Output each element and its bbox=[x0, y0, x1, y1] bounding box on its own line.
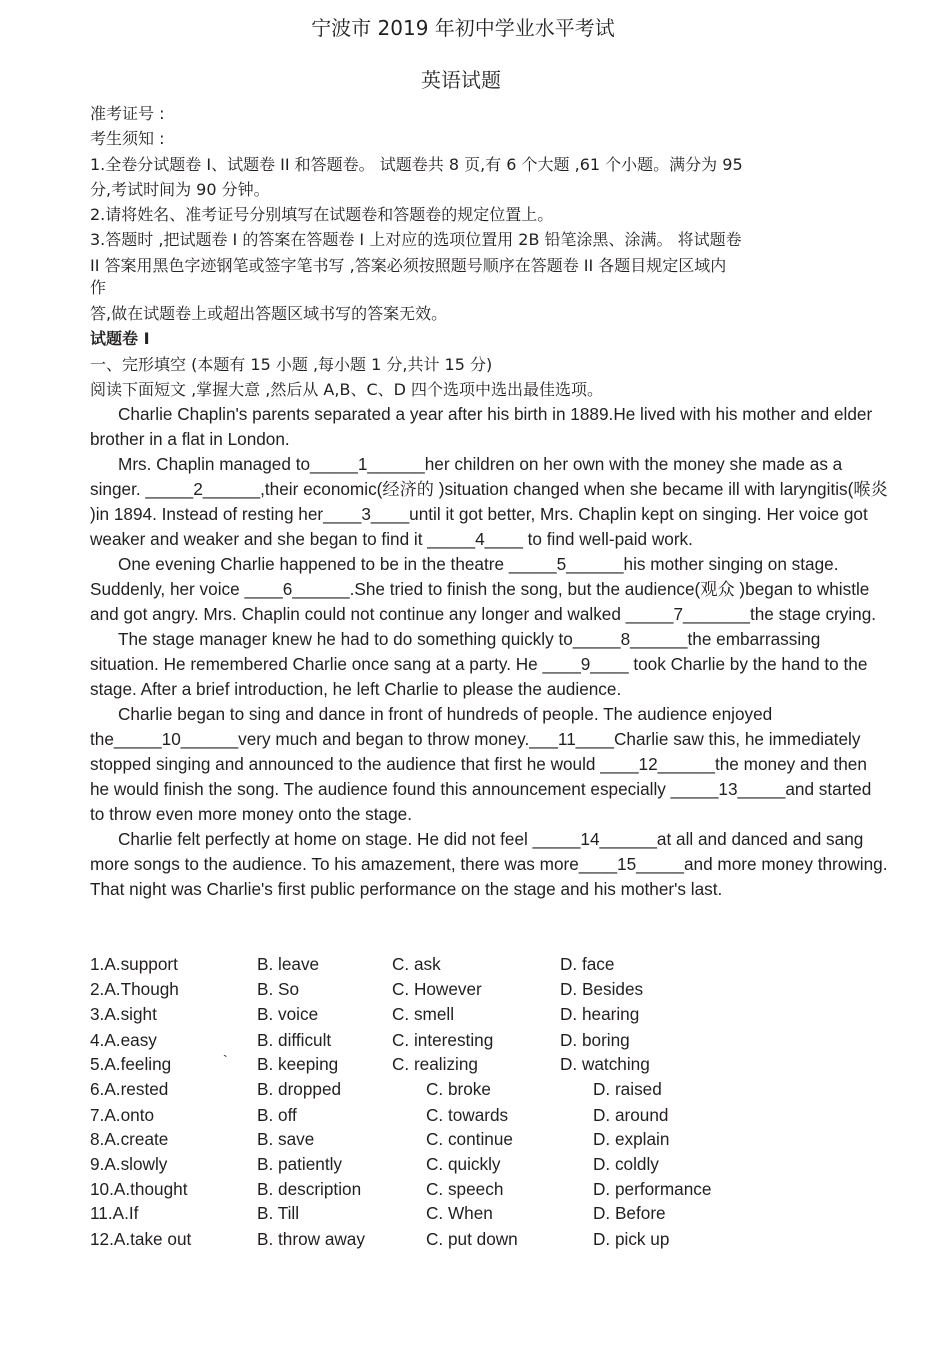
section-title: 一、完形填空 (本题有 15 小题 ,每小题 1 分,共计 15 分) bbox=[90, 355, 493, 374]
option-a: 1.A.support bbox=[90, 954, 178, 974]
option-d: D. raised bbox=[593, 1079, 662, 1099]
option-d: D. around bbox=[593, 1105, 669, 1125]
option-c: C. ask bbox=[392, 954, 441, 974]
option-d: D. hearing bbox=[560, 1004, 640, 1024]
option-a: 9.A.slowly bbox=[90, 1154, 168, 1174]
passage-paragraph: Mrs. Chaplin managed to_____1______her children on her own with the money she made as a singer. _____2______,their economic(经济的 )situation changed when she became ill with laryngitis(喉炎 )in 1894. Instead of resting her____3____until it got better, Mrs. Chaplin kept on singing. Her voice got weaker and weaker and she began to find it _____4____ to find well-paid work. bbox=[90, 454, 888, 549]
option-d: D. watching bbox=[560, 1054, 650, 1074]
option-c: C. put down bbox=[426, 1229, 518, 1249]
option-d: D. performance bbox=[593, 1179, 712, 1199]
option-d: D. face bbox=[560, 954, 615, 974]
volume-label: 试题卷 I bbox=[90, 329, 150, 348]
option-c: C. However bbox=[392, 979, 482, 999]
option-c: C. smell bbox=[392, 1004, 455, 1024]
notice-item-2: 2.请将姓名、准考证号分别填写在试题卷和答题卷的规定位置上。 bbox=[90, 205, 554, 224]
option-b: B. patiently bbox=[257, 1154, 343, 1174]
option-b: B. Till bbox=[257, 1203, 300, 1223]
exam-subtitle: 英语试题 bbox=[421, 68, 501, 92]
option-b: B. leave bbox=[257, 954, 320, 974]
option-c: C. interesting bbox=[392, 1030, 494, 1050]
passage-paragraph: The stage manager knew he had to do something quickly to_____8______the embarrassing situation. He remembered Charlie once sang at a party. He ____9____ took Charlie by the hand to the stage. After a brief introduction, he left Charlie to please the audience. bbox=[90, 629, 868, 699]
exam-title: 宁波市 2019 年初中学业水平考试 bbox=[311, 16, 615, 40]
option-b: B. voice bbox=[257, 1004, 319, 1024]
option-b: B. keeping bbox=[257, 1054, 339, 1074]
cloze-passage bbox=[90, 402, 890, 902]
option-b: B. save bbox=[257, 1129, 315, 1149]
passage-paragraph: Charlie began to sing and dance in front of hundreds of people. The audience enjoyed the_____10______very much and began to throw money.___11____Charlie saw this, he immediately stopped singing and announced to the audience that first he would ____12______the money and then he would finish the song. The audience found this announcement especially _____13_____and started to throw even more money onto the stage. bbox=[90, 704, 872, 824]
option-a: 8.A.create bbox=[90, 1129, 169, 1149]
option-a: 5.A.feeling bbox=[90, 1054, 172, 1074]
notice-item-1a: 1.全卷分试题卷 I、试题卷 II 和答题卷。 试题卷共 8 页,有 6 个大题 ,61 个小题。满分为 95 bbox=[90, 155, 743, 174]
option-d: D. Before bbox=[593, 1203, 666, 1223]
option-d: D. pick up bbox=[593, 1229, 670, 1249]
option-a: 7.A.onto bbox=[90, 1105, 155, 1125]
option-d: D. Besides bbox=[560, 979, 644, 999]
notice-item-3b: II 答案用黑色字迹钢笔或签字笔书写 ,答案必须按照题号顺序在答题卷 II 各题目规定区域内 bbox=[90, 256, 727, 275]
option-c: C. When bbox=[426, 1203, 493, 1223]
passage-paragraph: Charlie felt perfectly at home on stage. He did not feel _____14______at all and danced and sang more songs to the audience. To his amazement, there was more____15_____and more money throwing. That night was Charlie's first public performance on the stage and his mother's last. bbox=[90, 829, 888, 899]
option-b: B. off bbox=[257, 1105, 297, 1125]
option-a: 6.A.rested bbox=[90, 1079, 169, 1099]
option-a: 12.A.take out bbox=[90, 1229, 192, 1249]
option-b: B. dropped bbox=[257, 1079, 342, 1099]
option-b: B. So bbox=[257, 979, 300, 999]
notice-item-3d: 答,做在试题卷上或超出答题区域书写的答案无效。 bbox=[90, 304, 448, 323]
notice-item-3c: 作 bbox=[90, 278, 107, 297]
option-b: B. description bbox=[257, 1179, 362, 1199]
notice-item-3a: 3.答题时 ,把试题卷 I 的答案在答题卷 I 上对应的选项位置用 2B 铅笔涂黑、涂满。 将试题卷 bbox=[90, 230, 742, 249]
notice-item-1b: 分,考试时间为 90 分钟。 bbox=[90, 180, 270, 199]
option-a: 2.A.Though bbox=[90, 979, 179, 999]
option-c: C. broke bbox=[426, 1079, 491, 1099]
option-c: C. towards bbox=[426, 1105, 509, 1125]
passage-paragraph: Charlie Chaplin's parents separated a year after his birth in 1889.He lived with his mother and elder brother in a flat in London. bbox=[90, 404, 873, 449]
exam-id-label: 准考证号 : bbox=[90, 104, 165, 123]
option-a: 4.A.easy bbox=[90, 1030, 157, 1050]
stray-mark: ` bbox=[223, 1052, 228, 1068]
option-b: B. throw away bbox=[257, 1229, 365, 1249]
option-d: D. explain bbox=[593, 1129, 670, 1149]
option-d: D. boring bbox=[560, 1030, 630, 1050]
option-a: 3.A.sight bbox=[90, 1004, 157, 1024]
option-c: C. speech bbox=[426, 1179, 504, 1199]
notice-heading: 考生须知 : bbox=[90, 129, 165, 148]
option-a: 11.A.If bbox=[90, 1203, 139, 1223]
option-d: D. coldly bbox=[593, 1154, 659, 1174]
option-b: B. difficult bbox=[257, 1030, 332, 1050]
option-a: 10.A.thought bbox=[90, 1179, 188, 1199]
option-c: C. realizing bbox=[392, 1054, 478, 1074]
passage-paragraph: One evening Charlie happened to be in the theatre _____5______his mother singing on stage. Suddenly, her voice ____6______.She tried to finish the song, but the audience(观众 )began to whistle and got angry. Mrs. Chaplin could not continue any longer and walked _____7_______the stage crying. bbox=[90, 554, 877, 624]
section-direction: 阅读下面短文 ,掌握大意 ,然后从 A,B、C、D 四个选项中选出最佳选项。 bbox=[90, 380, 604, 399]
option-c: C. continue bbox=[426, 1129, 513, 1149]
option-c: C. quickly bbox=[426, 1154, 501, 1174]
